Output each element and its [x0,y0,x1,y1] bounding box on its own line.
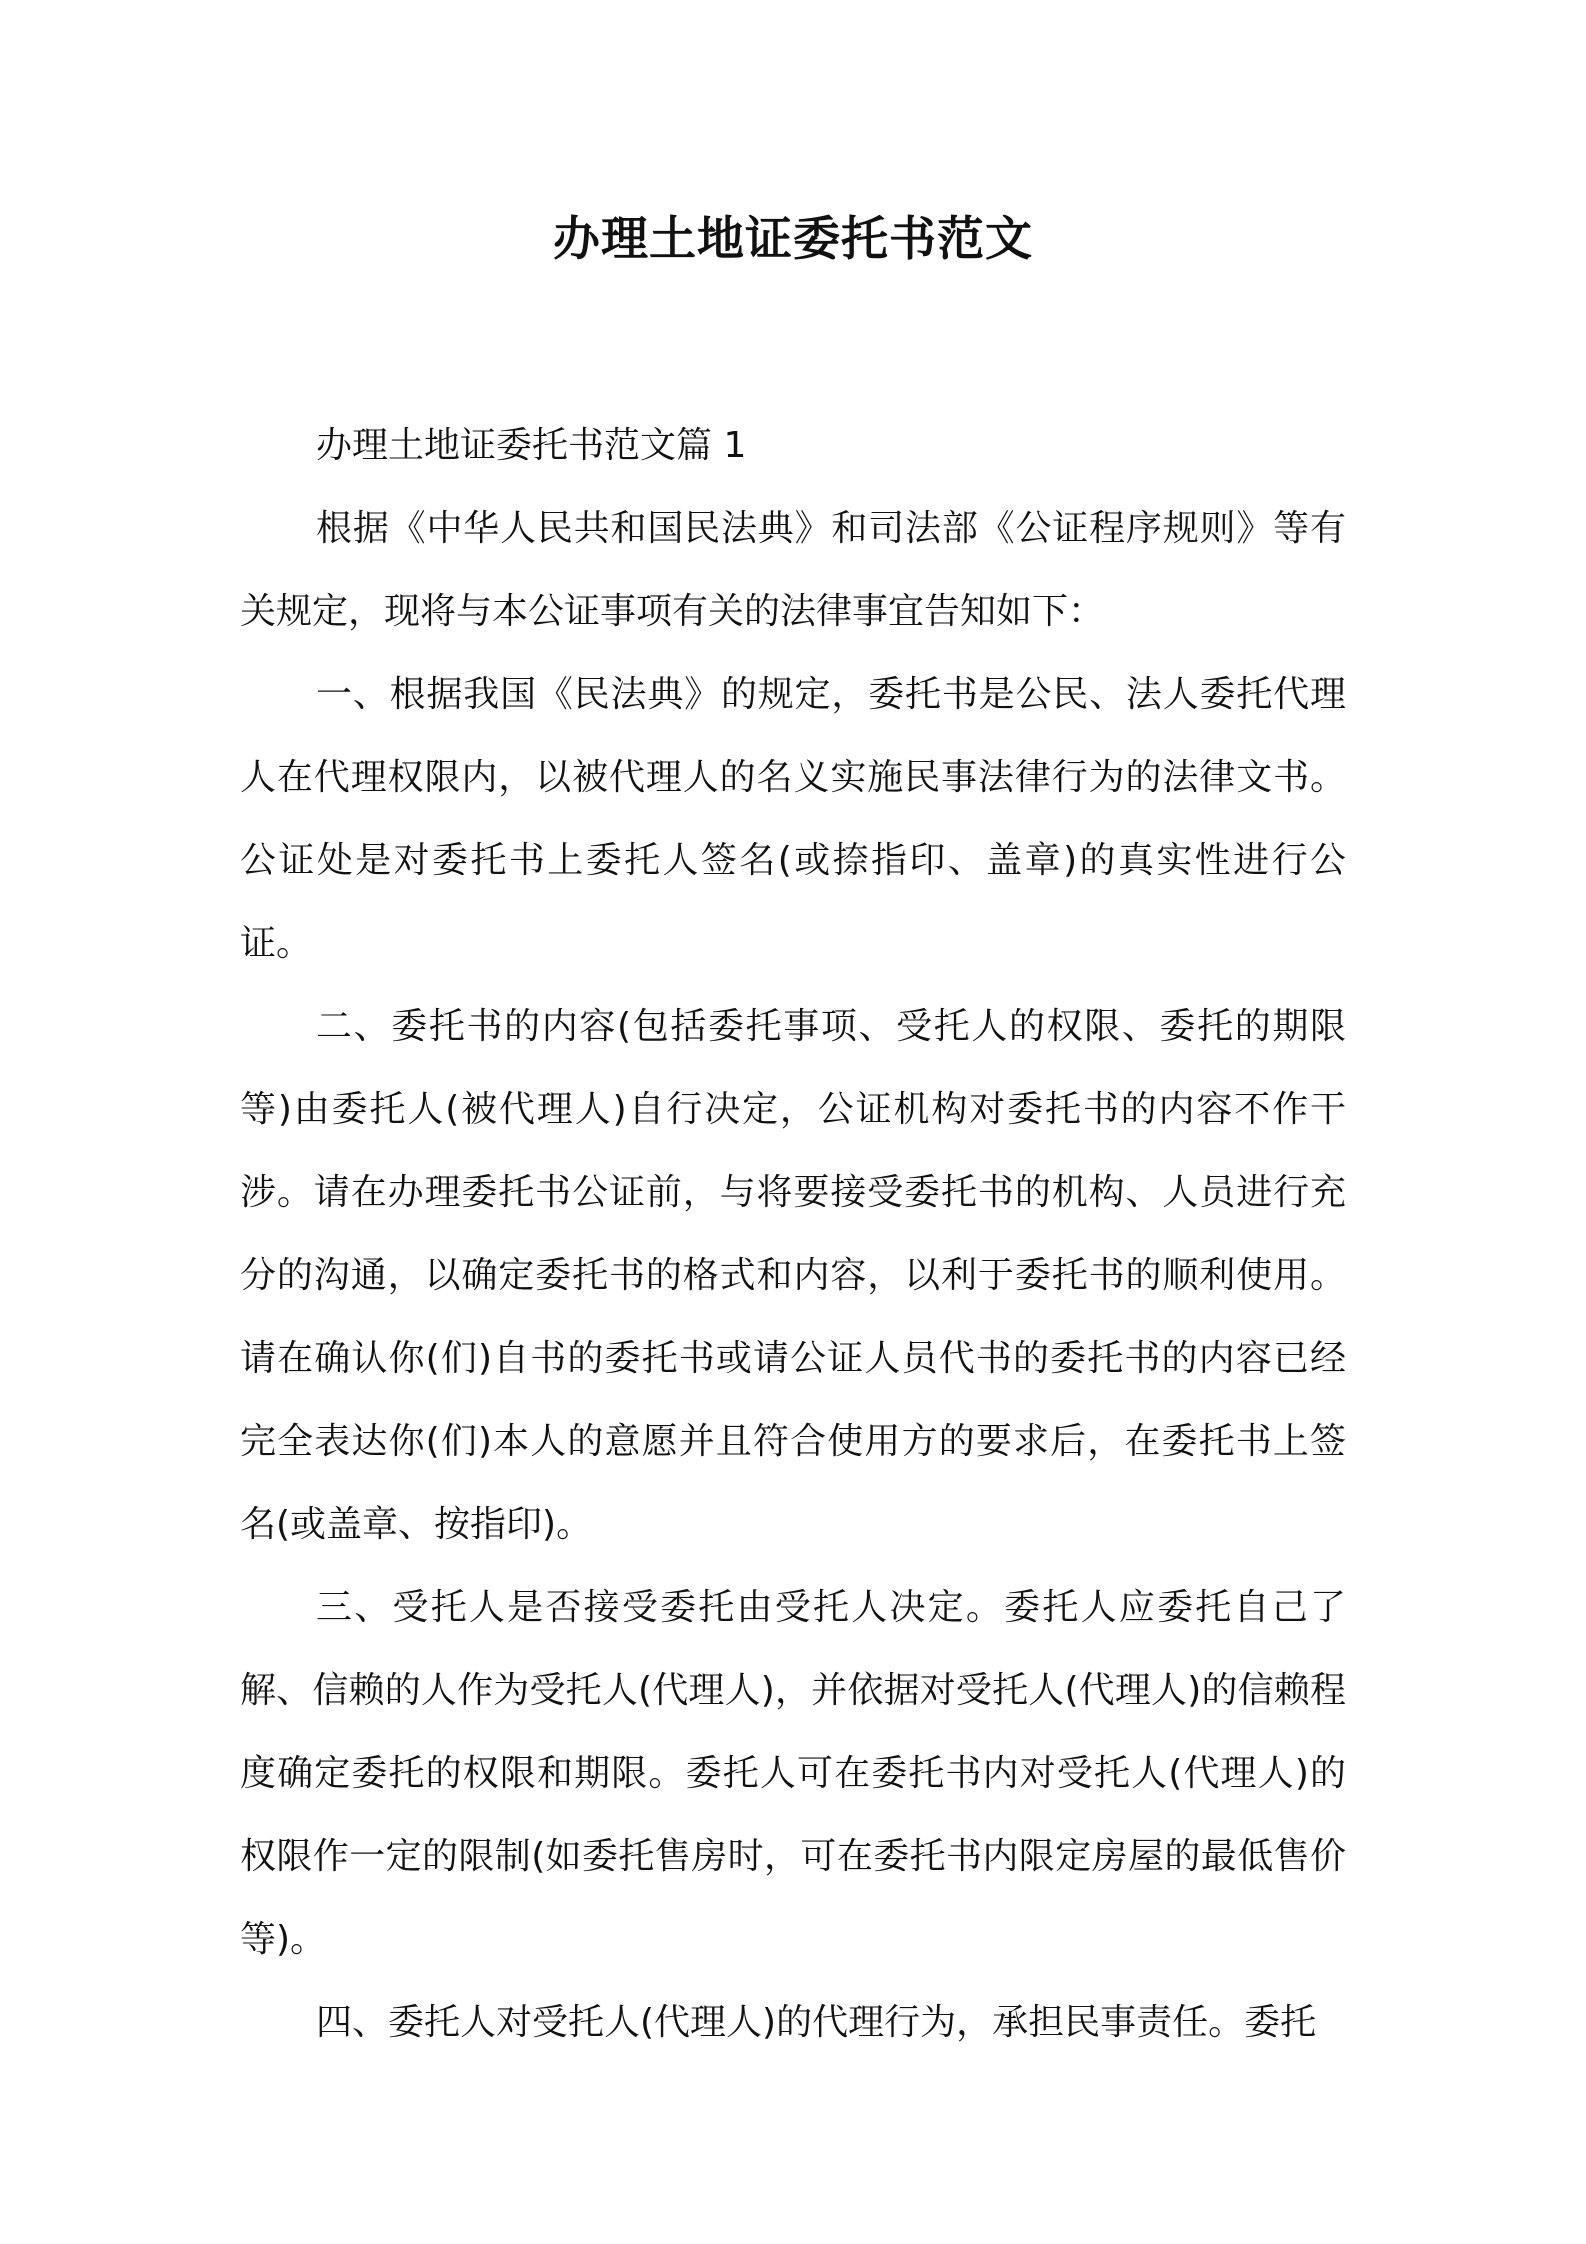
paragraph-item-4: 四、委托人对受托人(代理人)的代理行为，承担民事责任。委托 [316,2002,1317,2043]
paragraph-item-2: 二、委托书的内容(包括委托事项、受托人的权限、委托的期限等)由委托人(被代理人)自行决定，公证机构对委托书的内容不作干涉。请在办理委托书公证前，与将要接受委托书的机构、人员进行充分的沟通，以确定委托书的格式和内容，以利于委托书的顺利使用。请在确认你(们)自书的委托书或请公证人员代书的委托书的内容已经完全表达你(们)本人的意愿并且符合使用方的要求后，在委托书上签名(或盖章、按指印)。 [240,1006,1346,1545]
document-body [240,404,1346,2064]
section-heading: 办理土地证委托书范文篇 1 [316,425,747,466]
paragraph-legal-basis: 根据《中华人民共和国民法典》和司法部《公证程序规则》等有关规定，现将与本公证事项有关的法律事宜告知如下： [240,508,1346,632]
paragraph-item-3: 三、受托人是否接受委托由受托人决定。委托人应委托自己了解、信赖的人作为受托人(代理人)，并依据对受托人(代理人)的信赖程度确定委托的权限和期限。委托人可在委托书内对受托人(代理人)的权限作一定的限制(如委托售房时，可在委托书内限定房屋的最低售价等)。 [240,1587,1346,1960]
paragraph-item-1: 一、根据我国《民法典》的规定，委托书是公民、法人委托代理人在代理权限内，以被代理人的名义实施民事法律行为的法律文书。公证处是对委托书上委托人签名(或捺指印、盖章)的真实性进行公证。 [240,674,1346,964]
document-title: 办理土地证委托书范文 [553,212,1033,267]
